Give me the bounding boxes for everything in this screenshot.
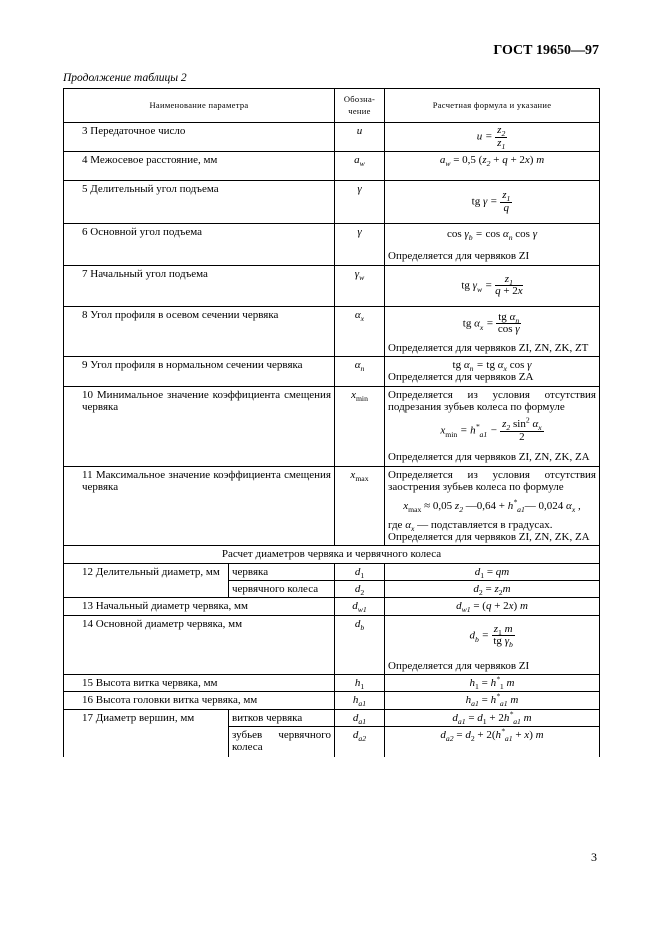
- table-row: [64, 692, 600, 709]
- formula: $d_{a2} = d_2 + 2(h^*_{a1} + x)$ m: [385, 726, 600, 757]
- formula: $h_1 = h^*_1$ m: [385, 675, 600, 692]
- formula: Определяется из условия отсутствия заострения зубьев колеса по формуле $x_{max} \approx 0,05$ $z_2$ —0,64 + $h^*_{a1}—$ 0,024 $\alpha_x$ , где $\alpha_x$ — подставляется в градусах. Определяется для червяков ZI, ZN, ZK, ZA: [385, 466, 600, 546]
- param-symbol: $d_{a2}$: [335, 726, 385, 757]
- table-row: [64, 181, 600, 224]
- param-symbol: $d_{w1}$: [335, 598, 385, 615]
- param-subname: червячного колеса: [229, 580, 335, 597]
- table-row: [64, 466, 600, 546]
- formula: $a_w = 0,5$ $(z_2 + q + 2x)$ m: [385, 152, 600, 181]
- param-name: 3 Передаточное число: [64, 123, 335, 152]
- param-name: 6 Основной угол подъема: [64, 224, 335, 266]
- table-row: [64, 265, 600, 306]
- param-name: 15 Высота витка червяка, мм: [64, 675, 335, 692]
- table-continuation-label: Продолжение таблицы 2: [63, 72, 187, 84]
- param-subname: зубьев червячного колеса: [229, 726, 335, 757]
- table-row: [64, 563, 600, 580]
- formula-note: Определяется для червяков ZI, ZN, ZK, ZT: [388, 341, 589, 354]
- table-row: [64, 675, 600, 692]
- param-name: 14 Основной диаметр червяка, мм: [64, 615, 335, 674]
- param-symbol: γ: [335, 181, 385, 224]
- param-symbol: $\alpha_x$: [335, 306, 385, 356]
- param-name: 17 Диаметр вершин, мм: [64, 709, 229, 757]
- header-param: Наименование параметра: [64, 89, 335, 123]
- formula: $d_1$ = qm: [385, 563, 600, 580]
- table-header-row: [64, 89, 600, 123]
- param-name: 8 Угол профиля в осевом сечении червяка: [64, 306, 335, 356]
- table-row: [64, 306, 600, 356]
- param-symbol: $a_w$: [335, 152, 385, 181]
- table-section-row: [64, 546, 600, 563]
- formula: tg γ = $\frac{z_1}{q}$: [385, 181, 600, 224]
- parameters-table: [63, 88, 600, 757]
- param-name: 4 Межосевое расстояние, мм: [64, 152, 335, 181]
- formula: tg $\alpha_x$ = $\frac{tg \alpha_n}{\text{cos γ}}$ Определяется для червяков ZI, ZN, ZK, ZT: [385, 306, 600, 356]
- formula: Определяется из условия отсутствия подрезания зубьев колеса по формуле $x_{min} = h^*_{a1}$ − $\frac{z_2 \sin^2 \alpha_x}{2}$ Определяется для червяков ZI, ZN, ZK, ZA: [385, 386, 600, 466]
- formula: $d_b$ = $\frac{z_1 m}{tg \gamma_b}$ Определяется для червяков ZI: [385, 615, 600, 674]
- param-symbol: $x_{min}$: [335, 386, 385, 466]
- formula-note: Определяется для червяков ZA: [388, 371, 534, 384]
- formula: u = $\frac{z_2}{z_1}$: [385, 123, 600, 152]
- header-formula: Расчетная формула и указание: [385, 89, 600, 123]
- param-name: 16 Высота головки витка червяка, мм: [64, 692, 335, 709]
- header-symbol: Обозна- чение: [335, 89, 385, 123]
- table-row: [64, 615, 600, 674]
- param-symbol: $x_{max}$: [335, 466, 385, 546]
- param-name: 11 Максимальное значение коэффициента смещения червяка: [64, 466, 335, 546]
- table-row: [64, 386, 600, 466]
- table-row: [64, 357, 600, 387]
- formula: $d_{w1} = (q + 2x)$ m: [385, 598, 600, 615]
- param-name: 5 Делительный угол подъема: [64, 181, 335, 224]
- table-row: [64, 598, 600, 615]
- param-symbol: $h_1$: [335, 675, 385, 692]
- formula-text: Определяется из условия отсутствия заострения зубьев колеса по формуле: [388, 468, 596, 494]
- section-title: Расчет диаметров червяка и червячного колеса: [64, 546, 600, 563]
- formula-note: Определяется для червяков ZI: [388, 250, 530, 263]
- formula-note: Определяется для червяков ZI: [388, 659, 530, 672]
- where-label: где: [388, 518, 403, 531]
- table-row: [64, 152, 600, 181]
- formula-note: Определяется для червяков ZI, ZN, ZK, ZA: [388, 531, 590, 544]
- param-symbol: u: [335, 123, 385, 152]
- param-symbol: $\alpha_n$: [335, 357, 385, 387]
- formula: tg $\alpha_n$ = tg $\alpha_x$ cos γ Определяется для червяков ZA: [385, 357, 600, 387]
- where-text: — подставляется в градусах.: [417, 518, 553, 531]
- formula-text: Определяется из условия отсутствия подрезания зубьев колеса по формуле: [388, 388, 596, 414]
- param-name: 9 Угол профиля в нормальном сечении червяка: [64, 357, 335, 387]
- param-symbol: $h_{a1}$: [335, 692, 385, 709]
- table-row: [64, 709, 600, 726]
- standard-number: ГОСТ 19650—97: [493, 43, 599, 58]
- param-subname: червяка: [229, 563, 335, 580]
- table-row: [64, 123, 600, 152]
- formula: tg $\gamma_w$ = $\frac{z_1}{q + 2x}$: [385, 265, 600, 306]
- param-symbol: $d_{a1}$: [335, 709, 385, 726]
- formula: $d_{a1} = d_1 + 2h^*_{a1}$ m: [385, 709, 600, 726]
- param-symbol: γ: [335, 224, 385, 266]
- formula: $\cos \gamma_b = \cos \alpha_n$ cos γ Определяется для червяков ZI: [385, 224, 600, 266]
- formula-note: Определяется для червяков ZI, ZN, ZK, ZA: [388, 451, 590, 464]
- param-subname: витков червяка: [229, 709, 335, 726]
- formula: $d_2 = z_2m$: [385, 580, 600, 597]
- param-symbol: $d_b$: [335, 615, 385, 674]
- page-number: 3: [591, 850, 597, 864]
- formula: $h_{a1} = h^*_{a1}$ m: [385, 692, 600, 709]
- param-symbol: $\gamma_w$: [335, 265, 385, 306]
- param-name: 10 Минимальное значение коэффициента смещения червяка: [64, 386, 335, 466]
- param-symbol: $d_1$: [335, 563, 385, 580]
- param-symbol: $d_2$: [335, 580, 385, 597]
- param-name: 13 Начальный диаметр червяка, мм: [64, 598, 335, 615]
- param-name: 12 Делительный диаметр, мм: [64, 563, 229, 598]
- table-row: [64, 224, 600, 266]
- param-name: 7 Начальный угол подъема: [64, 265, 335, 306]
